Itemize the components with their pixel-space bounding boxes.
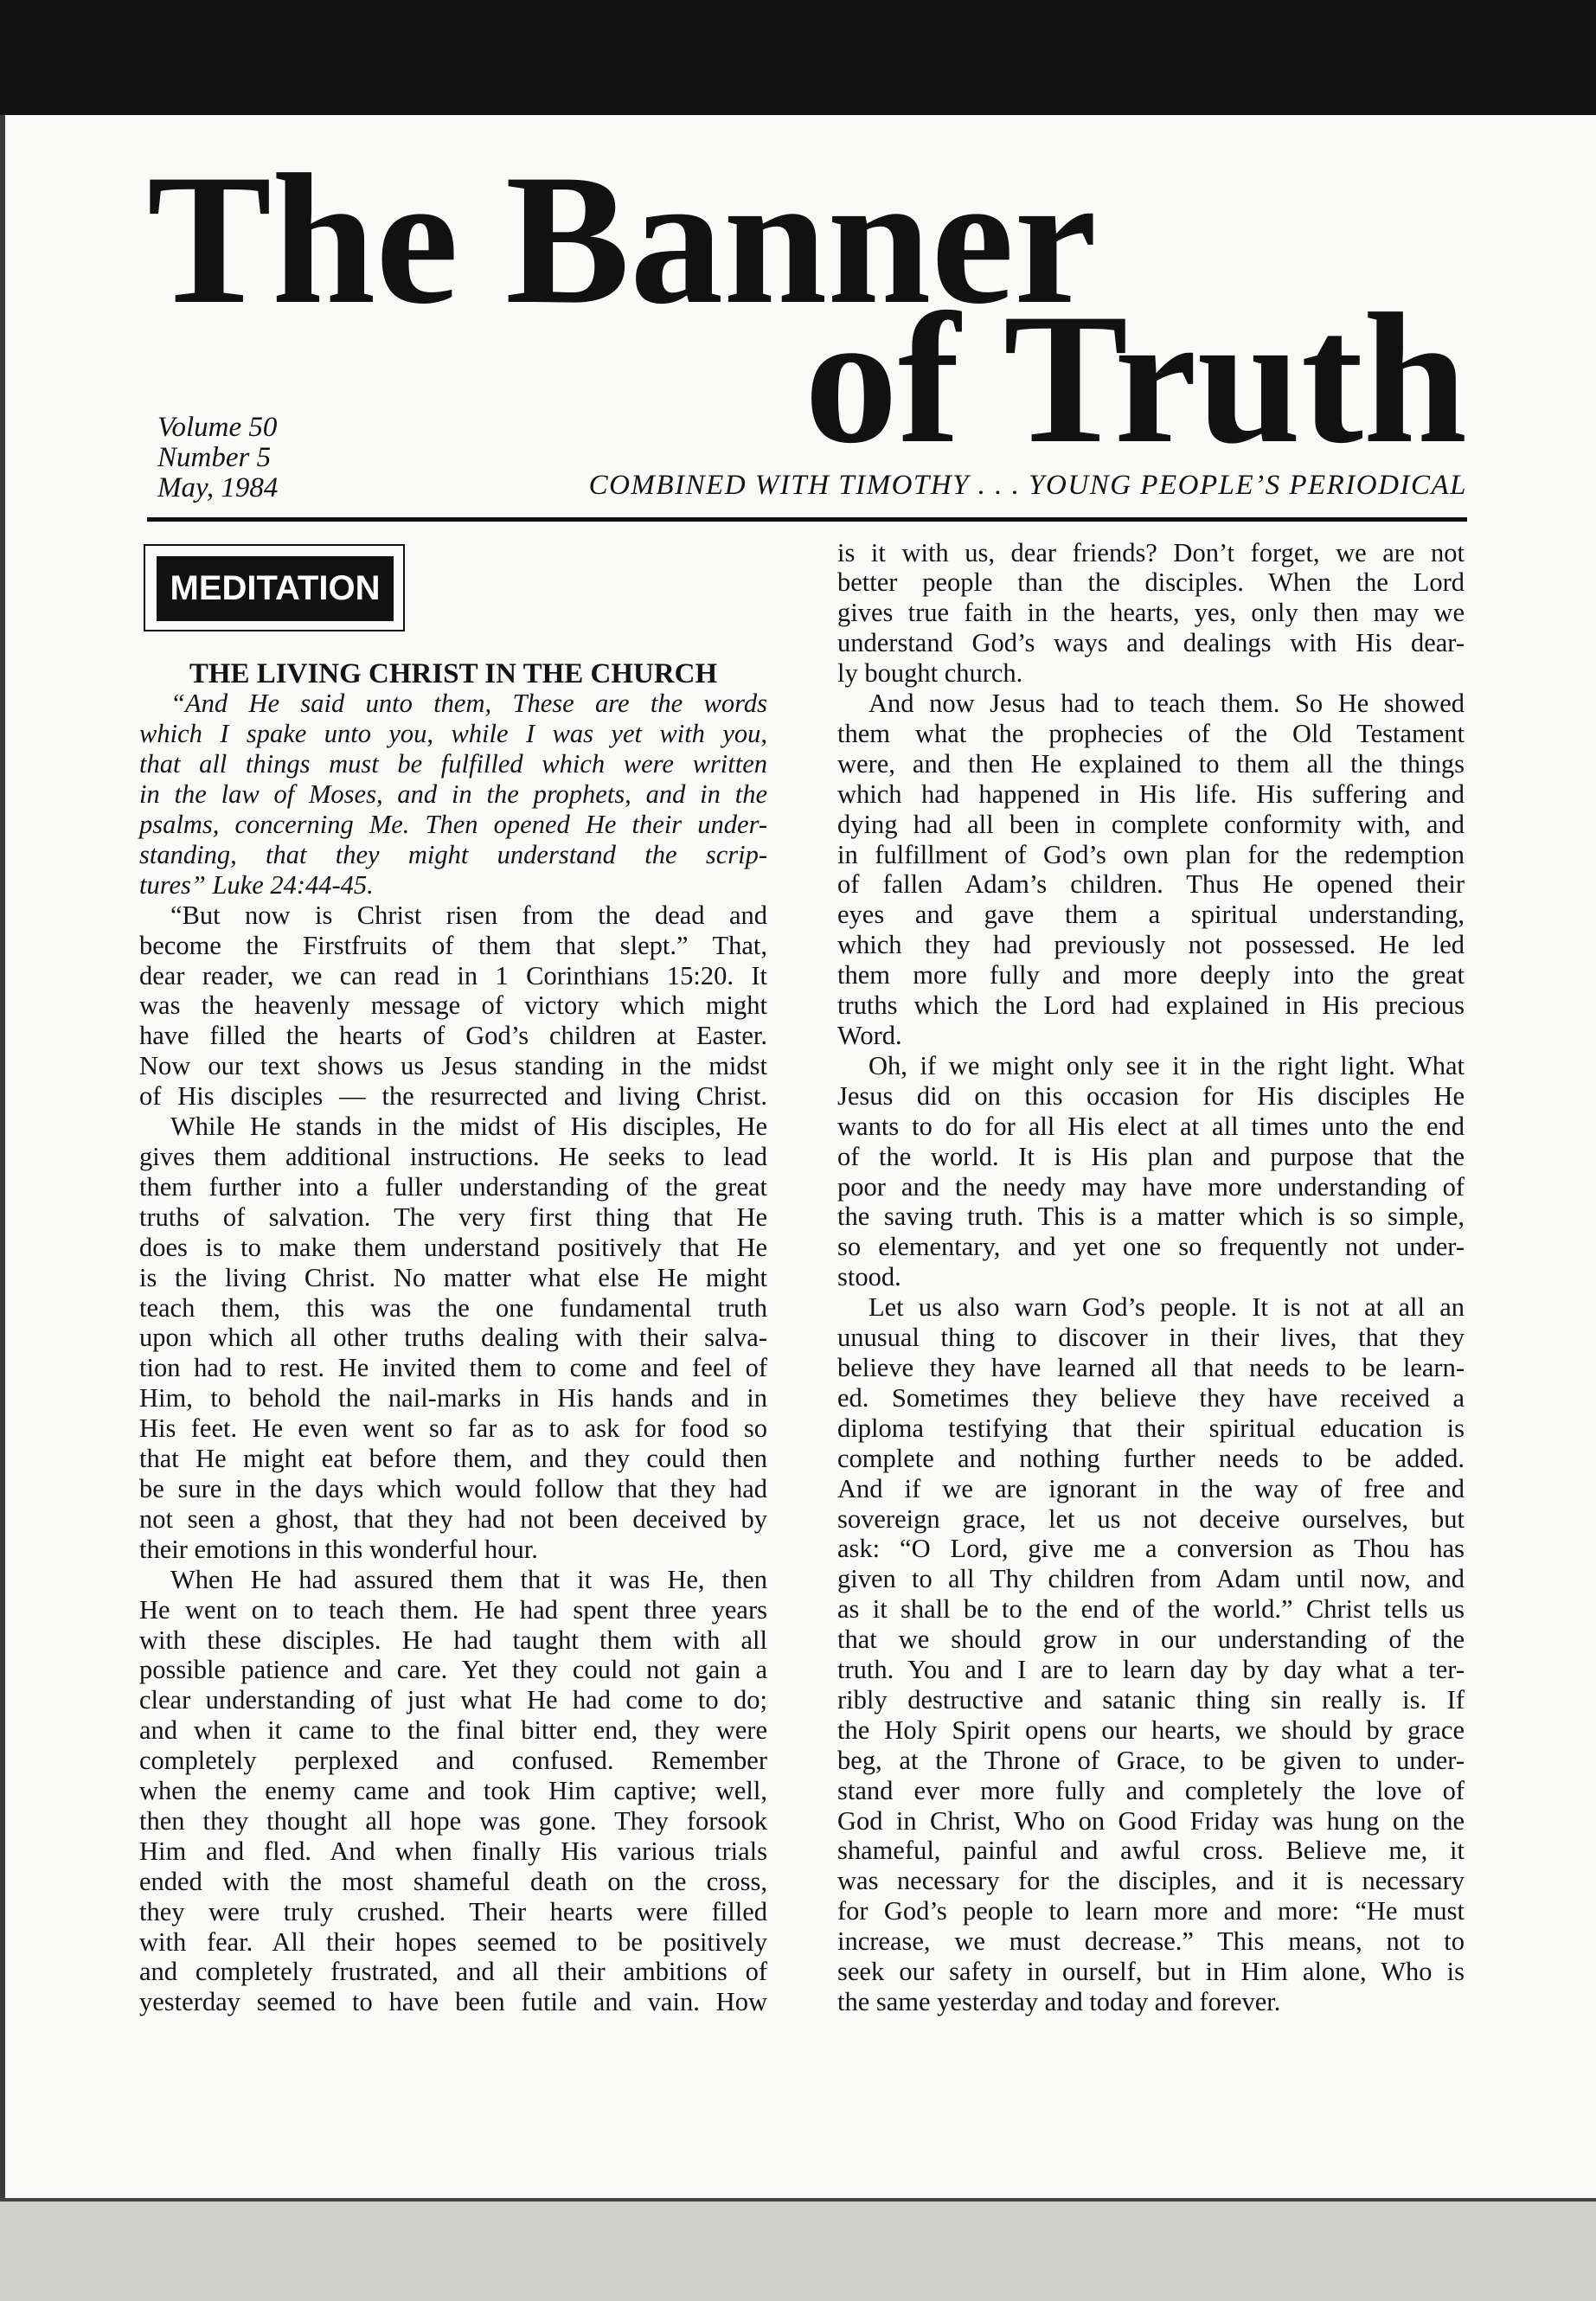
text-line: Him and fled. And when finally His various trials [139, 1836, 767, 1866]
text-line: psalms, concerning Me. Then opened He their under- [139, 810, 767, 840]
text-line: And now Jesus had to teach them. So He showed [869, 689, 1465, 719]
text-line: so elementary, and yet one so frequently not under- [837, 1232, 1465, 1262]
text-line: in the law of Moses, and in the prophets, and in the [139, 779, 767, 810]
text-line: that we should grow in our understanding of the [837, 1625, 1465, 1655]
text-line: Jesus did on this occasion for His disciples He [837, 1080, 1465, 1111]
text-line: of fallen Adam’s children. Thus He opened their [837, 869, 1465, 900]
paragraph [837, 538, 1465, 689]
text-line: with fear. All their hopes seemed to be positively [139, 1926, 767, 1957]
text-line: which I spake unto you, while I was yet with you, [139, 719, 767, 749]
text-line: seek our safety in ourself, but in Him alone, Who is [837, 1957, 1465, 1987]
scan-bottom-border [0, 2198, 1596, 2301]
text-line: Oh, if we might only see it in the right light. What [869, 1050, 1465, 1080]
text-line: yesterday seemed to have been futile and vain. How [139, 1987, 767, 2017]
text-line: the Holy Spirit opens our hearts, we should by grace [837, 1715, 1465, 1745]
text-line: that He might eat before them, and they could then [139, 1444, 767, 1474]
text-line: gives true faith in the hearts, yes, only then may we [837, 598, 1465, 628]
text-line: they were truly crushed. Their hearts were filled [139, 1896, 767, 1926]
text-line: Let us also warn God’s people. It is not at all an [869, 1292, 1465, 1323]
text-line: sovereign grace, let us not deceive ourselves, but [837, 1503, 1465, 1534]
text-line: While He stands in the midst of His disciples, He [170, 1112, 767, 1142]
text-line: And if we are ignorant in the way of free and [837, 1473, 1465, 1503]
text-line: truth. You and I are to learn day by day what a ter- [837, 1655, 1465, 1685]
text-line: ly bought church. [837, 658, 1023, 689]
text-line: He went on to teach them. He had spent three years [139, 1594, 767, 1625]
issue-date: May, 1984 [157, 472, 279, 503]
text-line: of the world. It is His plan and purpose that the [837, 1141, 1465, 1171]
text-line: better people than the disciples. When the Lord [837, 567, 1465, 598]
paragraph [139, 901, 767, 1112]
article-heading: THE LIVING CHRIST IN THE CHURCH [189, 657, 718, 689]
text-line: that all things must be fulfilled which were written [139, 749, 767, 779]
text-line: completely perplexed and confused. Remember [139, 1746, 767, 1776]
text-line: be sure in the days which would follow that they had [139, 1473, 767, 1503]
text-line: His feet. He even went so far as to ask for food so [139, 1413, 767, 1444]
text-line: them further into a fuller understanding of the great [139, 1171, 767, 1202]
text-line: was necessary for the disciples, and it is necessary [837, 1866, 1465, 1896]
text-line: understand God’s ways and dealings with His dear- [837, 628, 1465, 658]
text-line: which they had previously not possessed. He led [837, 930, 1465, 960]
text-line: dying had all been in complete conformity with, and [837, 809, 1465, 839]
left-column [139, 659, 767, 2018]
text-line: and when it came to the final bitter end, they were [139, 1715, 767, 1746]
text-line: become the Firstfruits of them that slept.” That, [139, 930, 767, 960]
paragraph [139, 1565, 767, 2018]
text-line: then they thought all hope was gone. They forsook [139, 1805, 767, 1836]
text-line: the same yesterday and today and forever. [837, 1987, 1281, 2016]
text-line: “And He said unto them, These are the words [170, 689, 767, 719]
paragraph [837, 1051, 1465, 1292]
text-line: diploma testifying that their spiritual education is [837, 1413, 1465, 1443]
issue-number: Number 5 [157, 442, 272, 473]
text-line: upon which all other truths dealing with their salva- [139, 1323, 767, 1353]
text-line: clear understanding of just what He had come to do; [139, 1685, 767, 1715]
text-line: increase, we must decrease.” This means, not to [837, 1926, 1465, 1957]
text-line: and completely frustrated, and all their ambitions of [139, 1957, 767, 1987]
paragraph [139, 689, 767, 900]
text-line: unusual thing to discover in their lives, that they [837, 1323, 1465, 1353]
text-line: gives them additional instructions. He seeks to lead [139, 1142, 767, 1171]
text-line: them what the prophecies of the Old Testament [837, 718, 1465, 748]
text-line: is the living Christ. No matter what else He might [139, 1262, 767, 1292]
text-line: Now our text shows us Jesus standing in the midst [139, 1051, 767, 1081]
masthead-rule [147, 517, 1467, 522]
text-line: possible patience and care. Yet they could not gain a [139, 1655, 767, 1685]
text-line: as it shall be to the end of the world.” Christ tells us [837, 1594, 1465, 1625]
text-line: tures” Luke 24:44-45. [139, 869, 374, 900]
text-line: poor and the needy may have more understanding of [837, 1171, 1465, 1202]
text-line: complete and nothing further needs to be added. [837, 1443, 1465, 1473]
text-line: dear reader, we can read in 1 Corinthians 15:20. It [139, 960, 767, 990]
masthead-subtitle: COMBINED WITH TIMOTHY . . . YOUNG PEOPLE’S PERIODICAL [588, 470, 1467, 501]
text-line: teach them, this was the one fundamental truth [139, 1292, 767, 1323]
paragraph [837, 689, 1465, 1051]
issue-info [157, 413, 278, 503]
text-line: in fulfillment of God’s own plan for the redemption [837, 839, 1465, 869]
text-line: ask: “O Lord, give me a conversion as Thou has [837, 1534, 1465, 1564]
text-line: for God’s people to learn more and more: “He must [837, 1896, 1465, 1926]
text-line: truths which the Lord had explained in His precious [837, 990, 1465, 1021]
text-line: ed. Sometimes they believe they have received a [837, 1382, 1465, 1413]
text-line: ended with the most shameful death on the cross, [139, 1866, 767, 1896]
text-line: stand ever more fully and completely the love of [837, 1775, 1465, 1805]
text-line: “But now is Christ risen from the dead and [170, 900, 767, 930]
text-line: Word. [837, 1021, 902, 1050]
right-column [837, 538, 1465, 2017]
text-line: given to all Thy children from Adam until now, and [837, 1564, 1465, 1594]
text-line: beg, at the Throne of Grace, to be given to under- [837, 1745, 1465, 1775]
text-line: their emotions in this wonderful hour. [139, 1534, 538, 1564]
text-line: is it with us, dear friends? Don’t forget, we are not [837, 537, 1465, 567]
scan-left-edge [0, 115, 5, 2198]
text-line: wants to do for all His elect at all times unto the end [837, 1111, 1465, 1141]
text-line: tion had to rest. He invited them to come and feel of [139, 1353, 767, 1383]
scan-top-border [0, 0, 1596, 115]
text-line: were, and then He explained to them all the things [837, 748, 1465, 779]
text-line: eyes and gave them a spiritual understanding, [837, 900, 1465, 930]
text-line: shameful, painful and awful cross. Believe me, it [837, 1836, 1465, 1866]
text-line: stood. [837, 1262, 901, 1292]
text-line: truths of salvation. The very first thing that He [139, 1202, 767, 1232]
text-line: when the enemy came and took Him captive; well, [139, 1776, 767, 1806]
text-line: God in Christ, Who on Good Friday was hung on the [837, 1805, 1465, 1836]
text-line: standing, that they might understand the scrip- [139, 839, 767, 869]
masthead-title-line1: The Banner [147, 136, 1098, 343]
paragraph [139, 1112, 767, 1565]
text-line: ribly destructive and satanic thing sin really is. If [837, 1684, 1465, 1715]
text-line: not seen a ghost, that they had not been deceived by [139, 1503, 767, 1534]
text-line: have filled the hearts of God’s children at Easter. [139, 1021, 767, 1051]
text-line: the saving truth. This is a matter which is so simple, [837, 1202, 1465, 1232]
text-line: with these disciples. He had taught them with all [139, 1625, 767, 1655]
text-line: Him, to behold the nail-marks in His hands and in [139, 1383, 767, 1413]
section-label: MEDITATION [157, 556, 394, 621]
text-line: which had happened in His life. His suffering and [837, 779, 1465, 809]
issue-volume: Volume 50 [157, 412, 278, 443]
text-line: believe they have learned all that needs to be learn- [837, 1352, 1465, 1382]
text-line: them more fully and more deeply into the great [837, 960, 1465, 990]
masthead-title-line2: of Truth [804, 275, 1467, 482]
text-line: When He had assured them that it was He, then [170, 1564, 767, 1594]
paragraph [837, 1292, 1465, 2017]
text-line: was the heavenly message of victory which might [139, 990, 767, 1021]
text-line: does is to make them understand positively that He [139, 1232, 767, 1262]
text-line: of His disciples — the resurrected and living Christ. [139, 1081, 767, 1112]
